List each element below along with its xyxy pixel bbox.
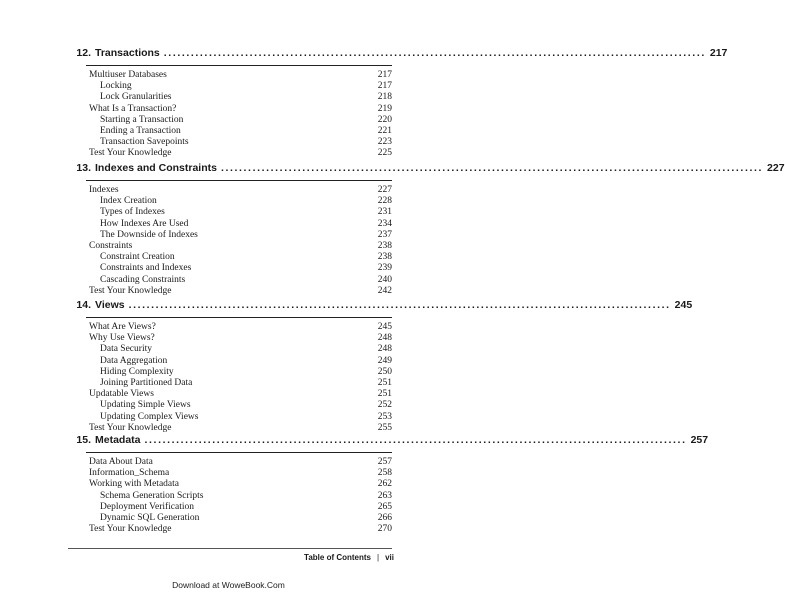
toc-entry[interactable]: [89, 491, 392, 502]
toc-entry[interactable]: [89, 126, 392, 137]
entry-title: Hiding Complexity: [100, 366, 174, 377]
entry-list: [89, 70, 392, 160]
entry-title: Multiuser Databases: [89, 70, 167, 80]
toc-entry[interactable]: [89, 263, 392, 274]
entry-title: What Are Views?: [89, 322, 156, 332]
entry-title: Updating Complex Views: [100, 411, 199, 422]
chapter-number: 13.: [76, 162, 91, 174]
entry-page: 218: [377, 92, 392, 103]
entry-page: 219: [377, 103, 392, 114]
chapter-number: 12.: [76, 47, 91, 59]
chapter-title: Indexes and Constraints: [95, 162, 217, 174]
entry-page: 255: [377, 422, 392, 433]
entry-title: Ending a Transaction: [100, 125, 181, 136]
entry-list: [89, 322, 392, 434]
entry-title: Test Your Knowledge: [89, 422, 172, 433]
toc-entry[interactable]: [89, 502, 392, 513]
entry-title: Information_Schema: [89, 468, 170, 479]
toc-entry[interactable]: [89, 333, 392, 344]
toc-entry[interactable]: [89, 241, 392, 252]
entry-title: Deployment Verification: [100, 501, 195, 512]
entry-title: Indexes: [89, 185, 119, 195]
toc-entry[interactable]: [89, 275, 392, 286]
dot-leader: ........................................................................................................................: [128, 299, 671, 311]
chapter-page: 227: [767, 162, 785, 174]
dot-leader: ........................................................................................................................: [220, 162, 764, 174]
toc-entry[interactable]: [89, 367, 392, 378]
entry-page: 238: [377, 252, 392, 263]
chapter-page: 217: [709, 47, 728, 59]
toc-entry[interactable]: [89, 479, 392, 490]
toc-entry[interactable]: [89, 378, 392, 389]
entry-page: 221: [377, 125, 392, 136]
chapter-section: [71, 45, 728, 159]
toc-entry[interactable]: [89, 412, 392, 423]
entry-page: 227: [377, 185, 392, 195]
entry-page: 248: [377, 344, 392, 355]
chapter-section: [71, 160, 785, 296]
toc-entry[interactable]: [89, 252, 392, 263]
toc-entry[interactable]: [89, 356, 392, 367]
entry-list: [89, 457, 392, 535]
chapter-heading[interactable]: [71, 297, 693, 313]
entry-title: Test Your Knowledge: [89, 148, 172, 159]
entry-title: Constraints: [89, 240, 133, 251]
chapter-title: Metadata: [95, 434, 141, 446]
footer-page-number: vii: [385, 553, 394, 562]
chapter-title: Views: [95, 299, 125, 311]
entry-title: Starting a Transaction: [100, 114, 184, 125]
entry-title: Types of Indexes: [100, 207, 165, 218]
toc-entry[interactable]: [89, 457, 392, 468]
toc-entry[interactable]: [89, 104, 392, 115]
entry-page: 249: [377, 355, 392, 366]
entry-page: 240: [377, 274, 392, 285]
entry-page: 265: [377, 501, 392, 512]
entry-title: Updating Simple Views: [100, 400, 191, 411]
chapter-page: 257: [690, 434, 709, 446]
entry-page: 263: [377, 490, 392, 501]
toc-entry[interactable]: [89, 207, 392, 218]
entry-page: 228: [377, 196, 392, 207]
entry-page: 231: [377, 207, 392, 218]
dot-leader: ........................................................................................................................: [144, 434, 687, 446]
toc-entry[interactable]: [89, 468, 392, 479]
entry-title: Schema Generation Scripts: [100, 490, 204, 501]
entry-title: Cascading Constraints: [100, 274, 186, 285]
entry-page: 248: [377, 333, 392, 344]
chapter-page: 245: [674, 299, 693, 311]
entry-page: 258: [377, 468, 392, 479]
entry-title: How Indexes Are Used: [100, 218, 189, 229]
entry-page: 225: [377, 148, 392, 159]
toc-entry[interactable]: [89, 81, 392, 92]
entry-page: 253: [377, 411, 392, 422]
chapter-section: [71, 297, 693, 433]
chapter-heading[interactable]: [71, 45, 728, 61]
entry-title: Lock Granularities: [100, 92, 172, 103]
entry-title: Dynamic SQL Generation: [100, 512, 200, 523]
toc-entry[interactable]: [89, 70, 392, 81]
dot-leader: ........................................................................................................................: [163, 47, 706, 59]
toc-entry[interactable]: [89, 286, 392, 297]
entry-page: 266: [377, 512, 392, 523]
entry-title: Data Security: [100, 344, 152, 355]
entry-title: Test Your Knowledge: [89, 285, 172, 296]
chapter-section: [71, 432, 709, 535]
entry-title: Joining Partitioned Data: [100, 377, 193, 388]
toc-entry[interactable]: [89, 230, 392, 241]
chapter-number: 14.: [76, 299, 91, 311]
toc-entry[interactable]: [89, 400, 392, 411]
chapter-rule: [86, 180, 392, 181]
chapter-heading[interactable]: [71, 432, 709, 448]
entry-page: 239: [377, 263, 392, 274]
entry-title: Index Creation: [100, 196, 157, 207]
page-footer: [304, 553, 394, 562]
entry-title: Constraints and Indexes: [100, 263, 192, 274]
entry-title: Test Your Knowledge: [89, 524, 172, 535]
toc-entry[interactable]: [89, 344, 392, 355]
entry-page: 237: [377, 229, 392, 240]
entry-page: 270: [377, 524, 392, 535]
entry-page: 250: [377, 366, 392, 377]
entry-page: 252: [377, 400, 392, 411]
toc-entry[interactable]: [89, 219, 392, 230]
chapter-heading[interactable]: [71, 160, 785, 176]
entry-title: Constraint Creation: [100, 252, 175, 263]
toc-entry[interactable]: [89, 524, 392, 535]
entry-title: Updatable Views: [89, 389, 154, 400]
entry-title: Transaction Savepoints: [100, 137, 189, 148]
toc-entry[interactable]: [89, 513, 392, 524]
entry-page: 251: [377, 377, 392, 388]
toc-entry[interactable]: [89, 92, 392, 103]
entry-title: Data About Data: [89, 457, 153, 467]
entry-page: 234: [377, 218, 392, 229]
toc-entry[interactable]: [89, 185, 392, 196]
entry-title: Why Use Views?: [89, 333, 155, 344]
entry-page: 251: [377, 389, 392, 400]
chapter-rule: [86, 317, 392, 318]
entry-page: 257: [377, 457, 392, 467]
entry-page: 217: [377, 81, 392, 92]
toc-entry[interactable]: [89, 196, 392, 207]
entry-page: 245: [377, 322, 392, 332]
download-watermark[interactable]: Download at WoweBook.Com: [172, 580, 285, 590]
footer-rule: [68, 548, 392, 549]
entry-page: 217: [377, 70, 392, 80]
entry-title: Data Aggregation: [100, 355, 168, 366]
entry-page: 223: [377, 137, 392, 148]
toc-entry[interactable]: [89, 148, 392, 159]
toc-entry[interactable]: [89, 322, 392, 333]
entry-page: 220: [377, 114, 392, 125]
footer-section-title: Table of Contents: [304, 553, 372, 562]
toc-entry[interactable]: [89, 389, 392, 400]
entry-title: What Is a Transaction?: [89, 103, 177, 114]
footer-separator: |: [377, 553, 380, 562]
chapter-number: 15.: [76, 434, 91, 446]
entry-title: Locking: [100, 81, 132, 92]
entry-title: Working with Metadata: [89, 479, 179, 490]
toc-entry[interactable]: [89, 115, 392, 126]
chapter-title: Transactions: [95, 47, 160, 59]
chapter-rule: [86, 452, 392, 453]
entry-page: 262: [377, 479, 392, 490]
entry-title: The Downside of Indexes: [100, 229, 198, 240]
chapter-rule: [86, 65, 392, 66]
entry-page: 242: [377, 285, 392, 296]
entry-page: 238: [377, 240, 392, 251]
entry-list: [89, 185, 392, 297]
toc-entry[interactable]: [89, 137, 392, 148]
